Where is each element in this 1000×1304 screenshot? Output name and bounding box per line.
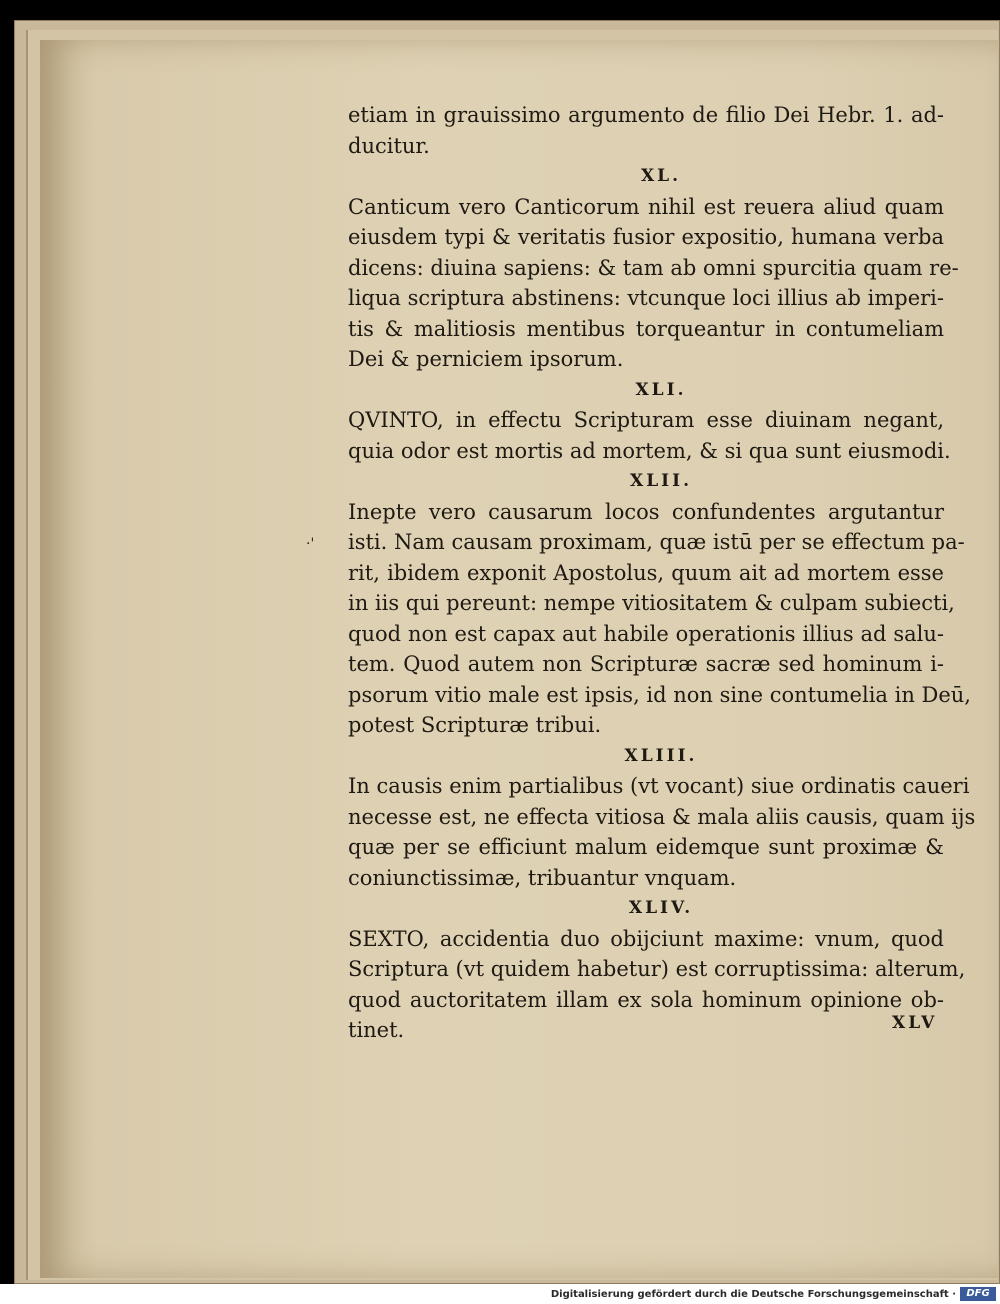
text-line: tis & malitiosis mentibus torqueantur in contumeliam	[348, 316, 944, 341]
text-line: Canticum vero Canticorum nihil est reuera aliud quam	[348, 194, 944, 219]
text-line: liqua scriptura abstinens: vtcunque loci illius ab imperi-	[348, 286, 944, 310]
text-line: etiam in grauissimo argumento de filio Dei Hebr. 1. ad-	[348, 103, 944, 127]
text-line: tem. Quod autem non Scripturæ sacræ sed hominum i-	[348, 652, 944, 676]
text-line: isti. Nam causam proximam, quæ istū per se effectum pa-	[348, 530, 965, 554]
text-line: rit, ibidem exponit Apostolus, quum ait ad mortem esse	[348, 560, 944, 585]
dfg-logo[interactable]: DFG	[960, 1287, 996, 1301]
catchword: XLV	[892, 1013, 938, 1033]
page-text-block	[348, 100, 976, 1046]
text-line: Inepte vero causarum locos confundentes argutantur	[348, 499, 944, 524]
text-line: In causis enim partialibus (vt vocant) siue ordinatis caueri	[348, 774, 970, 798]
section-number: XL.	[640, 166, 682, 186]
text-line: coniunctissimæ, tribuantur vnquam.	[348, 865, 737, 890]
text-line: dicens: diuina sapiens: & tam ab omni spurcitia quam re-	[348, 255, 959, 280]
text-line: quia odor est mortis ad mortem, & si qua sunt eiusmodi.	[348, 438, 951, 463]
text-line: ducitur.	[348, 133, 430, 158]
text-line: in iis qui pereunt: nempe vitiositatem & culpam subiecti,	[348, 591, 955, 615]
text-line: quæ per se efficiunt malum eidemque sunt proximæ &	[348, 835, 944, 859]
text-line: psorum vitio male est ipsis, id non sine contumelia in Deū,	[348, 682, 971, 707]
text-line: necesse est, ne effecta vitiosa & mala aliis causis, quam ijs	[348, 804, 976, 829]
text-line: quod non est capax aut habile operationis illius ad salu-	[348, 621, 944, 646]
text-line: tinet.	[348, 1018, 405, 1042]
text-line: eiusdem typi & veritatis fusior expositio, humana verba	[348, 225, 944, 249]
section-number: XLIV.	[628, 898, 694, 918]
footer-credit: Digitalisierung gefördert durch die Deutsche Forschungsgemeinschaft ·	[550, 1289, 956, 1300]
text-line: Scriptura (vt quidem habetur) est corruptissima: alterum,	[348, 957, 966, 981]
section-number: XLIII.	[624, 745, 698, 766]
text-line: potest Scripturæ tribui.	[348, 713, 602, 737]
text-line: SEXTO, accidentia duo obijciunt maxime: vnum, quod	[348, 926, 944, 951]
margin-annotation: ·'	[306, 536, 315, 552]
section-number: XLII.	[630, 471, 692, 491]
text-line: Dei & perniciem ipsorum.	[348, 347, 624, 371]
section-number: XLI.	[635, 379, 687, 400]
text-line: quod auctoritatem illam ex sola hominum opinione ob-	[348, 987, 944, 1012]
text-line: QVINTO, in effectu Scripturam esse diuinam negant,	[348, 408, 944, 432]
